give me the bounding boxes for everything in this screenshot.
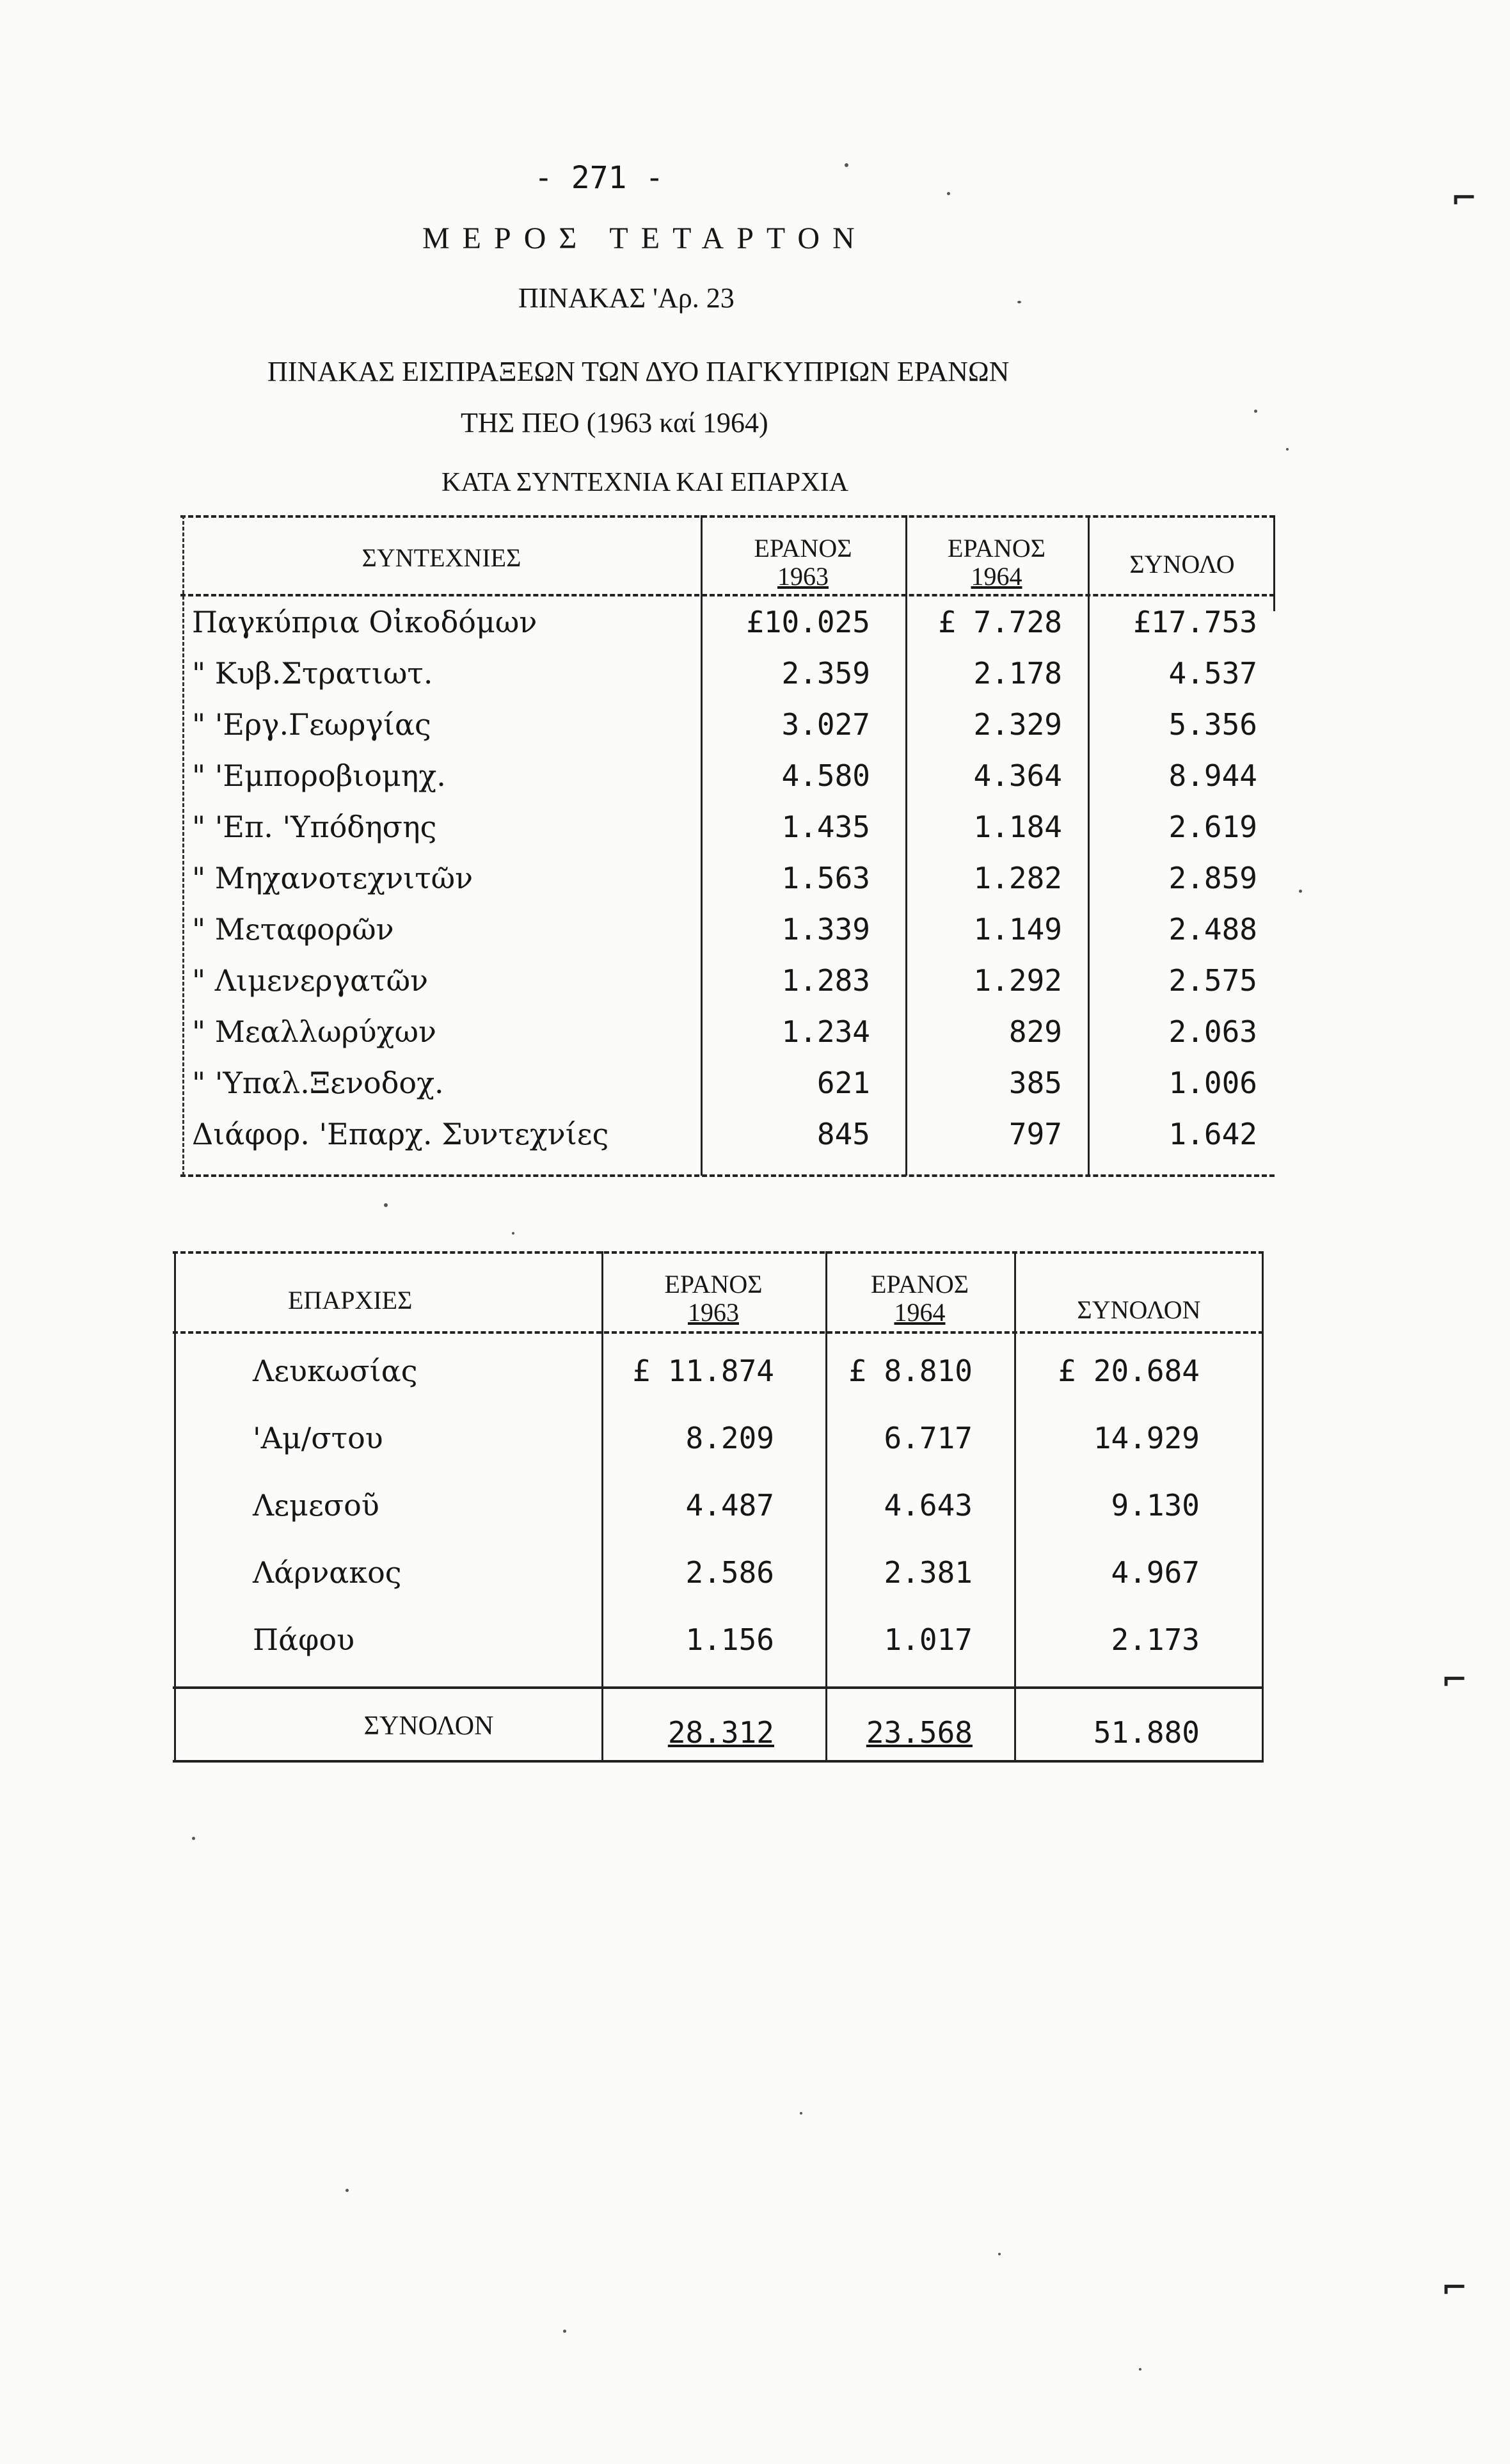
table1-row-label: " Μεαλλωρύχων [192, 1014, 436, 1049]
table1-row-1964: 1.292 [973, 963, 1062, 998]
table2-row-total: 9.130 [1111, 1488, 1200, 1523]
margin-mark-top: ⌐ [1452, 176, 1476, 221]
table-number: ΠΙΝΑΚΑΣ 'Αρ. 23 [518, 282, 735, 314]
table1-row-total: 2.575 [1168, 963, 1257, 998]
table1-row-total: 4.537 [1168, 656, 1257, 691]
margin-mark-mid: ⌐ [1443, 1658, 1466, 1702]
table2-row-label: Λάρνακος [253, 1555, 402, 1590]
table1-row-total: 2.488 [1168, 912, 1257, 947]
table2-row-1964: £ 8.810 [848, 1354, 973, 1388]
table2-right-rule [1262, 1251, 1264, 1760]
table1-row-1964: 797 [1008, 1117, 1062, 1151]
table1-row-label: " Μεταφορῶν [192, 912, 394, 947]
table1-row-1963: 3.027 [781, 707, 870, 742]
table2-row-1964: 4.643 [884, 1488, 973, 1523]
table2-bottom-border [173, 1760, 1264, 1763]
table2-row-1964: 6.717 [884, 1421, 973, 1455]
table1-row-label: " Κυβ.Στρατιωτ. [192, 656, 433, 691]
table1-col-total: ΣΥΝΟΛΟ [1129, 550, 1235, 579]
table1-header-border [180, 594, 1275, 596]
table2-row-total: £ 20.684 [1058, 1354, 1200, 1388]
table1-row-1964: 829 [1008, 1014, 1062, 1049]
col2-1964-line1: ΕΡΑΝΟΣ [871, 1270, 969, 1299]
table1-row-label: " Λιμενεργατῶν [192, 963, 429, 998]
table2-row-1963: £ 11.874 [632, 1354, 774, 1388]
table-subheading: ΤΗΣ ΠΕΟ (1963 καί 1964) [461, 407, 768, 438]
table-subheading-2: ΚΑΤΑ ΣΥΝΤΕΧΝΙΑ ΚΑΙ ΕΠΑΡΧΙΑ [441, 468, 848, 497]
table2-sum-1964: 23.568 [866, 1715, 973, 1750]
table1-row-1963: 1.563 [781, 861, 870, 895]
table1-row-total: 1.006 [1168, 1066, 1257, 1100]
table1-col-1963 [704, 534, 902, 591]
table2-col-districts: ΕΠΑΡΧΙΕΣ [288, 1286, 413, 1315]
table1-row-label: " Μηχανοτεχνιτῶν [192, 861, 473, 895]
table1-divider-3 [1088, 515, 1090, 1176]
table1-row-1963: 1.283 [781, 963, 870, 998]
table1-row-1964: 1.184 [973, 810, 1062, 844]
col2-1963-line2: 1963 [688, 1298, 739, 1327]
page-number: - 271 - [534, 160, 664, 196]
table1-col-trades: ΣΥΝΤΕΧΝΙΕΣ [362, 543, 521, 572]
table1-row-1963: 2.359 [781, 656, 870, 691]
table1-row-1964: 1.149 [973, 912, 1062, 947]
table1-row-1963: 621 [816, 1066, 870, 1100]
table2-row-1964: 2.381 [884, 1555, 973, 1590]
table2-row-label: Πάφου [253, 1622, 355, 1657]
table1-row-label: " 'Επ. 'Υπόδησης [192, 810, 437, 844]
table2-row-1963: 1.156 [685, 1622, 774, 1657]
col-1963-line2: 1963 [777, 562, 829, 591]
table2-header-border [173, 1331, 1264, 1334]
table2-sum-total: 51.880 [1093, 1715, 1200, 1750]
table1-row-1963: 845 [816, 1117, 870, 1151]
table1-row-total: 8.944 [1168, 758, 1257, 793]
table1-row-1963: 1.234 [781, 1014, 870, 1049]
table2-row-1964: 1.017 [884, 1622, 973, 1657]
table1-bottom-border [180, 1174, 1275, 1177]
table2-left-rule [174, 1251, 176, 1760]
table2-sum-border [173, 1686, 1264, 1689]
col2-1963-line1: ΕΡΑΝΟΣ [664, 1270, 763, 1299]
col-1964-line2: 1964 [971, 562, 1022, 591]
table1-row-1964: 2.329 [973, 707, 1062, 742]
table1-row-1963: 4.580 [781, 758, 870, 793]
table1-row-label: " 'Εμποροβιομηχ. [192, 758, 446, 793]
table2-col-1964 [829, 1270, 1011, 1327]
table2-sum-label: ΣΥΝΟΛΟΝ [363, 1711, 494, 1741]
table1-row-1964: 385 [1008, 1066, 1062, 1100]
table1-row-1963: 1.339 [781, 912, 870, 947]
table1-row-total: £17.753 [1133, 605, 1257, 639]
table2-sum-1963: 28.312 [667, 1715, 774, 1750]
table1-row-1964: 4.364 [973, 758, 1062, 793]
table2-top-border [173, 1251, 1264, 1254]
table1-row-label: Διάφορ. 'Επαρχ. Συντεχνίες [192, 1117, 609, 1151]
table1-row-total: 2.063 [1168, 1014, 1257, 1049]
table2-row-label: Λευκωσίας [253, 1354, 418, 1388]
col-1964-line1: ΕΡΑΝΟΣ [948, 534, 1045, 563]
table1-row-total: 5.356 [1168, 707, 1257, 742]
table1-top-border [180, 515, 1275, 518]
table1-row-1963: £10.025 [746, 605, 870, 639]
margin-mark-bottom: ⌐ [1443, 2266, 1466, 2310]
table1-right-rule [1273, 515, 1275, 611]
table2-col-1963 [605, 1270, 822, 1327]
col-1963-line1: ΕΡΑΝΟΣ [754, 534, 852, 563]
table1-col-1964 [909, 534, 1085, 591]
table2-row-total: 4.967 [1111, 1555, 1200, 1590]
table1-row-total: 1.642 [1168, 1117, 1257, 1151]
table2-row-1963: 4.487 [685, 1488, 774, 1523]
table1-divider-2 [905, 515, 907, 1176]
table2-col-total: ΣΥΝΟΛΟΝ [1077, 1295, 1201, 1324]
table-heading: ΠΙΝΑΚΑΣ ΕΙΣΠΡΑΞΕΩΝ ΤΩΝ ΔΥΟ ΠΑΓΚΥΠΡΙΩΝ ΕΡΑΝΩΝ [267, 356, 1010, 387]
part-title: ΜΕΡΟΣ ΤΕΤΑΡΤΟΝ [422, 221, 868, 255]
table1-row-label: Παγκύπρια Οἰκοδόμων [192, 605, 537, 639]
table1-divider-1 [701, 515, 703, 1176]
table1-left-rule [182, 515, 184, 1176]
table1-row-1963: 1.435 [781, 810, 870, 844]
table1-row-label: " 'Εργ.Γεωργίας [192, 707, 431, 742]
table1-row-1964: £ 7.728 [938, 605, 1062, 639]
table2-row-1963: 2.586 [685, 1555, 774, 1590]
table1-row-1964: 2.178 [973, 656, 1062, 691]
table1-row-1964: 1.282 [973, 861, 1062, 895]
table2-row-label: 'Αμ/στου [253, 1421, 383, 1455]
table1-row-total: 2.859 [1168, 861, 1257, 895]
table2-row-label: Λεμεσοῦ [253, 1488, 379, 1523]
table1-row-total: 2.619 [1168, 810, 1257, 844]
table1-row-label: " 'Υπαλ.Ξενοδοχ. [192, 1066, 444, 1100]
table2-row-total: 14.929 [1093, 1421, 1200, 1455]
table2-row-total: 2.173 [1111, 1622, 1200, 1657]
col2-1964-line2: 1964 [894, 1298, 946, 1327]
table2-row-1963: 8.209 [685, 1421, 774, 1455]
